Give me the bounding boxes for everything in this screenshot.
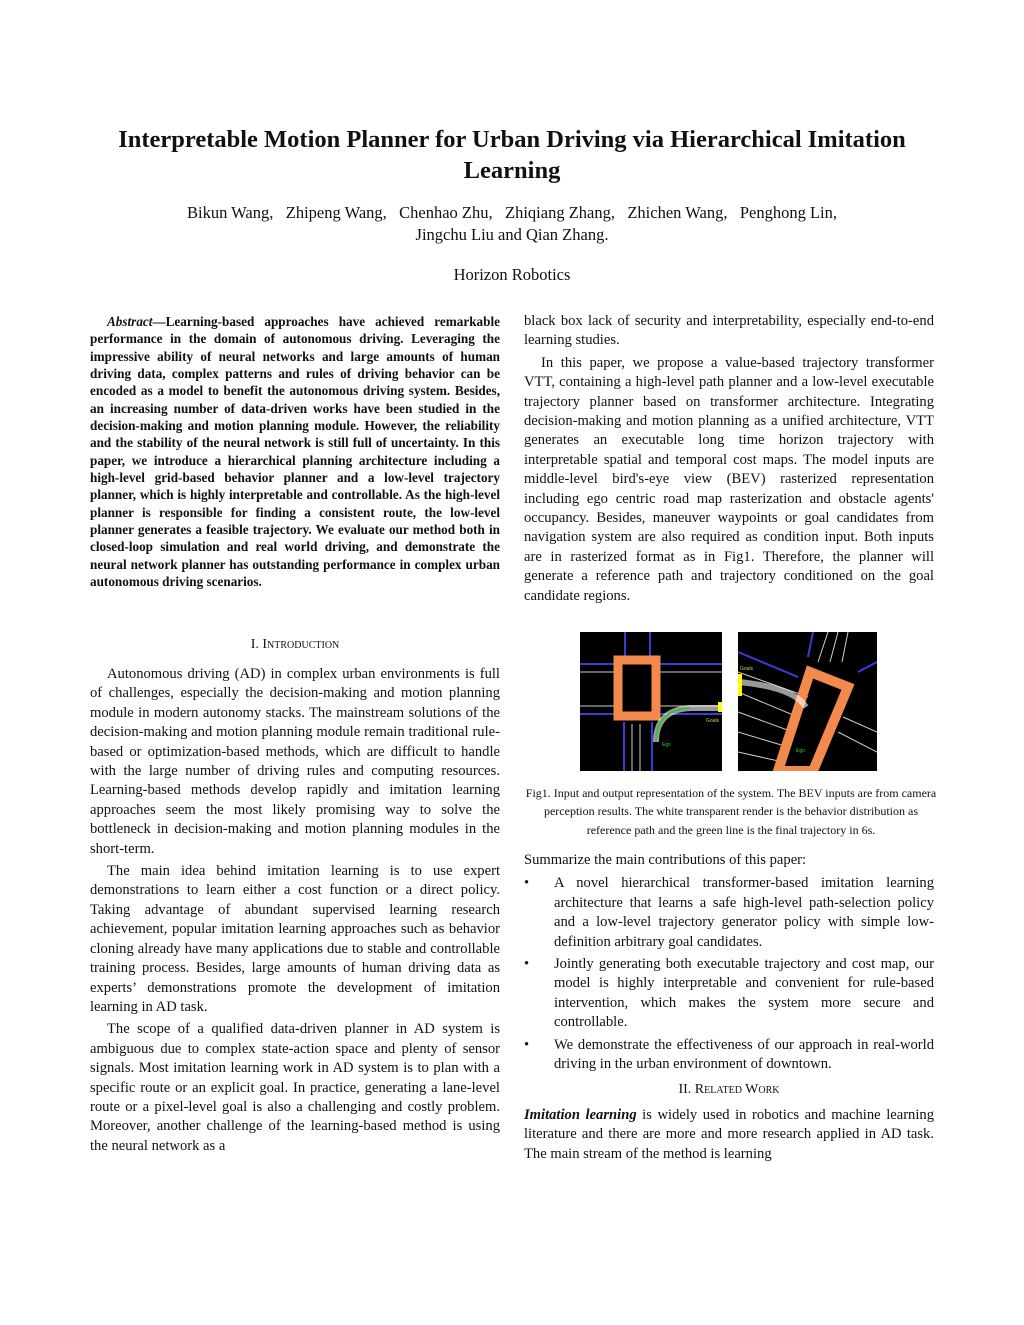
- introduction-body: [90, 665, 500, 1159]
- figure-bev: [580, 632, 877, 771]
- goals-label: Goals: [740, 666, 754, 672]
- related-text: is widely used in robotics and machine learning literature and there are more and more research applied in AD task. The main stream of the method is learning: [524, 1106, 935, 1162]
- paragraph: [524, 1106, 934, 1164]
- section-heading-related-work: II. Related Work: [678, 1082, 780, 1098]
- contributions: [524, 851, 934, 1164]
- bev-image-right: [738, 632, 877, 771]
- paragraph: In this paper, we propose a value-based trajectory transformer VTT, containing a high-level path planner and a low-level executable trajectory planner based on transformer architecture. Integrating decision-making and motion planning as a unified architecture, VTT generates an executable long time horizon trajectory with interpretable spatial and temporal cost maps. The model inputs are middle-level bird's-eye view (BEV) rasterized representation including ego centric road map rasterization and obstacle agents' occupancy. Besides, maneuver waypoints or goal candidates from navigation system are also required as condition input. Both inputs are in rasterized format as in Fig1. Therefore, the planner will generate a reference path and trajectory conditioned on the goal candidate regions.: [524, 354, 934, 604]
- paper-title: Interpretable Motion Planner for Urban Driving via Hierarchical Imitation Learning: [118, 126, 906, 184]
- abstract-label: Abstract: [107, 314, 153, 329]
- authors-line: Jingchu Liu and Qian Zhang.: [415, 225, 609, 244]
- bev-image-left: [580, 632, 722, 771]
- authors: [100, 202, 924, 246]
- authors-line: Bikun Wang, Zhipeng Wang, Chenhao Zhu, Zhiqiang Zhang, Zhichen Wang, Penghong Lin,: [187, 203, 837, 222]
- ego-label: Ego: [662, 742, 671, 748]
- right-column-body: [524, 312, 934, 609]
- paragraph: Autonomous driving (AD) in complex urban environments is full of challenges, especially the decision-making and motion planning module in modern autonomy stacks. The mainstream solutions of the decision-making and motion planning module remain traditional rule-based or optimization-based methods, which are difficult to handle with the large number of driving rules and computing resources. Learning-based methods develop rapidly and imitation learning approaches seem the most likely promising way to solve the bottleneck in decision-making and motion planning modules in the short-term.: [90, 666, 500, 857]
- affiliation: Horizon Robotics: [453, 265, 571, 284]
- list-item: • A novel hierarchical transformer-based imitation learning architecture that learns a safe high-level path-selection policy and a low-level trajectory generator policy with simple low-definition arbitrary goal candidates.: [524, 874, 934, 952]
- list-item: • We demonstrate the effectiveness of our approach in real-world driving in the urban environment of downtown.: [524, 1036, 934, 1075]
- paragraph: The scope of a qualified data-driven planner in AD system is ambiguous due to complex state-action space and plenty of sensor signals. Most imitation learning work in AD system is to plan with a specific route or an explicit goal. In practice, generating a lane-level route or a pixel-level goal is also a challenging and costly problem. Moreover, another challenge of the learning-based method is using the neural network as a: [90, 1021, 500, 1154]
- list-item: • Jointly generating both executable trajectory and cost map, our model is highly interpretable and convenient for rule-based intervention, which makes the system more secure and controllable.: [524, 955, 934, 1033]
- paragraph: The main idea behind imitation learning is to use expert demonstrations to learn either a cost function or a direct policy. Taking advantage of abundant supervised learning research achievement, popular imitation learning approaches such as behavior cloning already have many applications due to stable and controllable training process. Besides, large amounts of human driving data as experts’ demonstrations promote the development of imitation learning in AD task.: [90, 863, 500, 1015]
- abstract: [90, 313, 500, 591]
- goals-label: Goals: [706, 718, 720, 724]
- related-label: Imitation learning: [524, 1106, 637, 1123]
- figure-caption: Fig1. Input and output representation of the system. The BEV inputs are from camera perception results. The white transparent render is the behavior distribution as reference path and the green line is the final trajectory in 6s.: [525, 786, 937, 837]
- paragraph: black box lack of security and interpretability, especially end-to-end learning studies.: [524, 313, 934, 349]
- contribution-list: [524, 874, 934, 1074]
- section-heading-introduction: I. Introduction: [250, 637, 340, 652]
- summary-text: Summarize the main contributions of this paper:: [524, 852, 807, 868]
- abstract-text: —Learning-based approaches have achieved remarkable performance in the domain of autonomous driving. Leveraging the impressive ability of neural networks and large amounts of human driving data, complex patterns and rules of driving behavior can be encoded as a model to benefit the autonomous driving system. Besides, an increasing number of data-driven works have been studied in the decision-making and motion planning module. However, the reliability and the stability of the neural network is still full of uncertainty. In this paper, we introduce a hierarchical planning architecture including a high-level grid-based behavior planner and a low-level trajectory planner, which is highly interpretable and controllable. As the high-level planner is responsible for finding a consistent route, the low-level planner generates a feasible trajectory. We evaluate our method both in closed-loop simulation and real world driving, and demonstrate the neural network planner has outstanding performance in complex urban autonomous driving scenarios.: [90, 314, 500, 590]
- ego-label: Ego: [796, 748, 805, 754]
